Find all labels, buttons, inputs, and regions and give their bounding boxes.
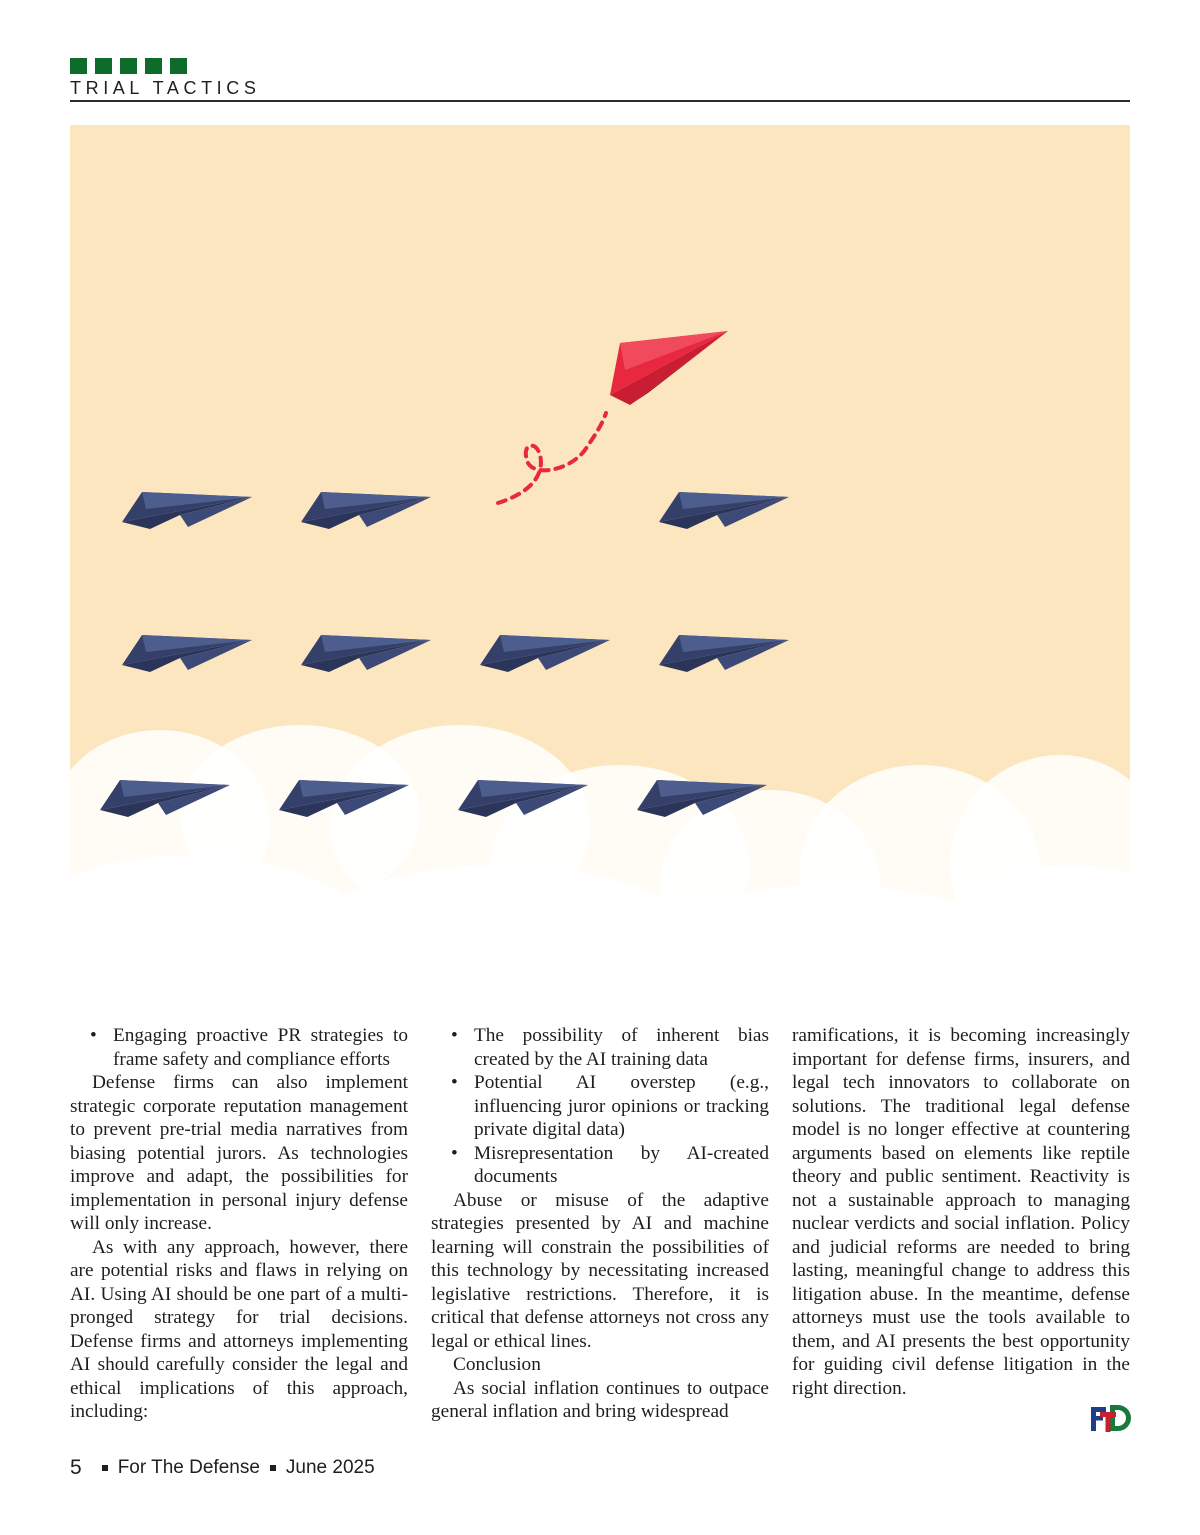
paper-planes-illustration	[70, 125, 1130, 1010]
separator-dot	[270, 1465, 276, 1471]
paragraph: As social inflation continues to outpace general inflation and bring widespread	[431, 1377, 769, 1422]
issue-date: June 2025	[285, 1457, 375, 1478]
page-number: 5	[70, 1456, 82, 1479]
bullet-item: • Potential AI overstep (e.g., influencing juror opinions or tracking private digital data)	[431, 1071, 769, 1142]
paragraph: Defense firms can also implement strategic corporate reputation management to prevent pre-trial media narratives from biasing potential jurors. As technologies improve and adapt, the possibilities for implementation in personal injury defense will only increase.	[70, 1072, 408, 1234]
marker-square	[95, 58, 112, 74]
header-rule	[70, 100, 1130, 102]
article-column-1	[70, 1024, 408, 1424]
publication-name: For The Defense	[117, 1457, 260, 1478]
page-footer	[70, 1455, 375, 1481]
separator-dot	[102, 1465, 108, 1471]
paragraph: Abuse or misuse of the adaptive strategies presented by AI and machine learning will constrain the possibilities of this technology by necessitating increased legislative restrictions. Therefore, it is critical that defense attorneys not cross any legal or ethical lines.	[431, 1189, 769, 1352]
section-header	[70, 58, 1130, 102]
ftd-logo-icon	[1088, 1402, 1132, 1434]
marker-square	[145, 58, 162, 74]
marker-square	[170, 58, 187, 74]
bullet-list	[431, 1024, 769, 1189]
marker-square	[120, 58, 137, 74]
conclusion-heading: Conclusion	[453, 1354, 541, 1375]
marker-square	[70, 58, 87, 74]
bullet-list	[70, 1024, 408, 1071]
paragraph: ramifications, it is becoming increasingly important for defense firms, insurers, and legal tech innovators to collaborate on solutions. The traditional legal defense model is no longer effective at countering arguments based on elements like reptile theory and public sentiment. Reactivity is not a sustainable approach to managing nuclear verdicts and social inflation. Policy and judicial reforms are needed to bring lasting, meaningful change to address this litigation abuse. In the meantime, defense attorneys must use the tools available to them, and AI presents the best opportunity for guiding civil defense litigation in the right direction.	[792, 1025, 1130, 1399]
article-column-3	[792, 1024, 1130, 1400]
bullet-item: • The possibility of inherent bias created by the AI training data	[431, 1024, 769, 1071]
bullet-item: • Engaging proactive PR strategies to frame safety and compliance efforts	[70, 1024, 408, 1071]
bullet-item: • Misrepresentation by AI-created documents	[431, 1142, 769, 1189]
article-column-2	[431, 1024, 769, 1424]
section-label: TRIAL TACTICS	[70, 78, 261, 98]
paragraph: As with any approach, however, there are potential risks and flaws in relying on AI. Using AI should be one part of a multi-pronged strategy for trial decisions. Defense firms and attorneys implementing AI should carefully consider the legal and ethical implications of this approach, including:	[70, 1236, 408, 1422]
